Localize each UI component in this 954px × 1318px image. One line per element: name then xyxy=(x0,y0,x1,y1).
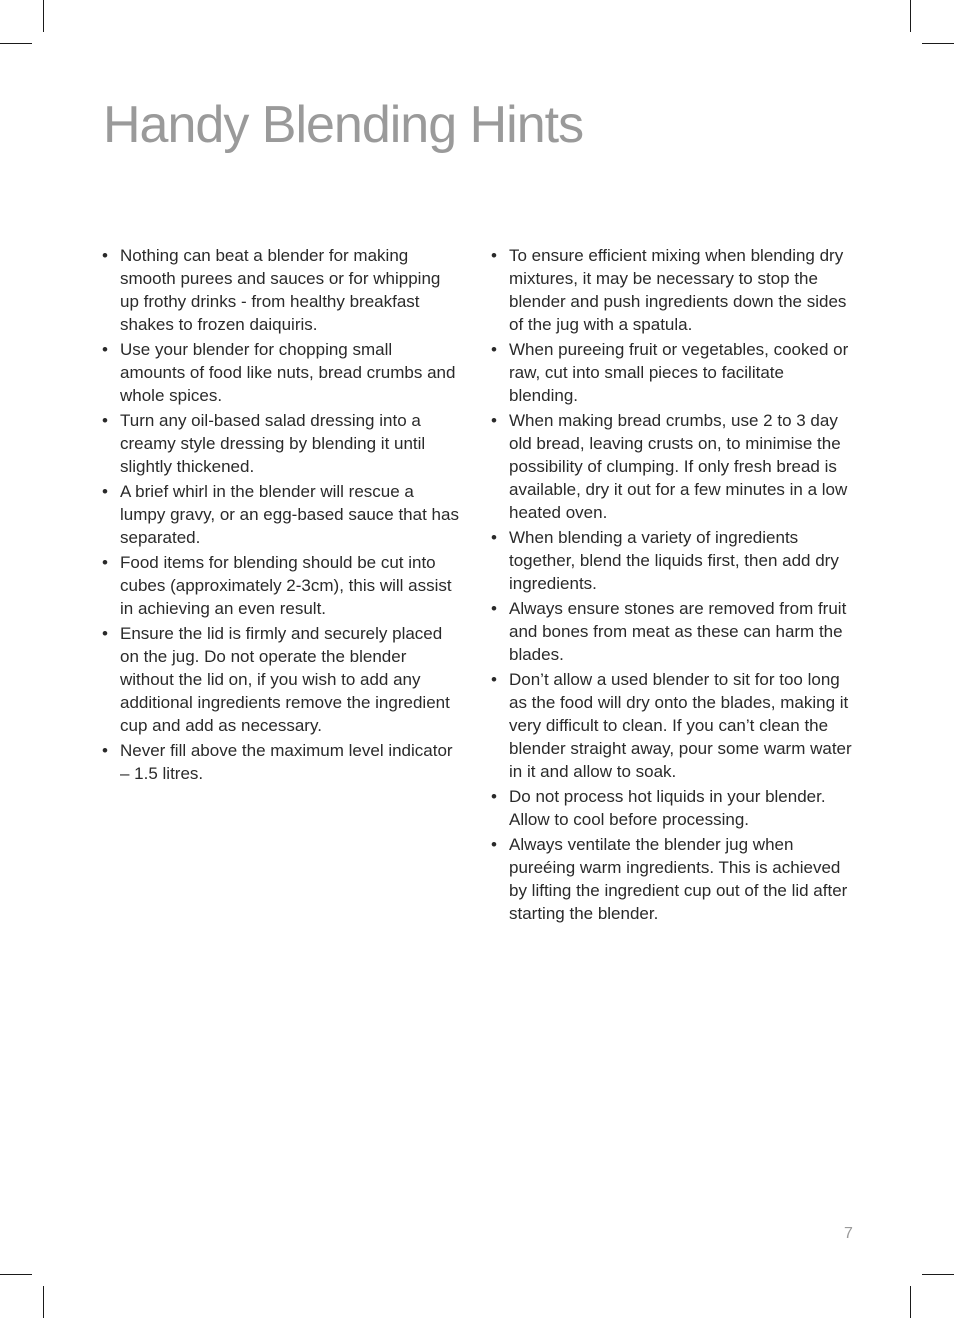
bullet-icon: • xyxy=(102,553,108,572)
hint-item xyxy=(491,668,853,783)
bullet-icon: • xyxy=(102,624,108,643)
crop-mark-top-right-horizontal xyxy=(922,43,954,44)
hint-text: Ensure the lid is firmly and securely placed on the jug. Do not operate the blender without the lid on, if you wish to add any additional ingredients remove the ingredient cup and add as necessary. xyxy=(120,624,450,735)
bullet-icon: • xyxy=(491,787,497,806)
bullet-icon: • xyxy=(491,835,497,854)
bullet-icon: • xyxy=(491,340,497,359)
hints-list-left xyxy=(102,244,462,787)
hint-item xyxy=(102,551,462,620)
hint-item xyxy=(491,597,853,666)
hint-item xyxy=(102,409,462,478)
crop-mark-bottom-left-vertical xyxy=(43,1286,44,1318)
bullet-icon: • xyxy=(491,670,497,689)
hint-text: A brief whirl in the blender will rescue a lumpy gravy, or an egg-based sauce that has separated. xyxy=(120,482,459,547)
hint-text: When making bread crumbs, use 2 to 3 day old bread, leaving crusts on, to minimise the possibility of clumping. If only fresh bread is available, dry it out for a few minutes in a low heated oven. xyxy=(509,411,848,522)
hint-text: When blending a variety of ingredients together, blend the liquids first, then add dry ingredients. xyxy=(509,528,839,593)
bullet-icon: • xyxy=(102,411,108,430)
hint-text: Turn any oil-based salad dressing into a creamy style dressing by blending it until slightly thickened. xyxy=(120,411,426,476)
bullet-icon: • xyxy=(491,411,497,430)
hint-text: Nothing can beat a blender for making smooth purees and sauces or for whipping up frothy drinks - from healthy breakfast shakes to frozen daiquiris. xyxy=(120,246,441,334)
hint-item xyxy=(491,526,853,595)
hint-item xyxy=(102,622,462,737)
page-title: Handy Blending Hints xyxy=(103,96,584,154)
hint-text: Use your blender for chopping small amounts of food like nuts, bread crumbs and whole spices. xyxy=(120,340,456,405)
hint-item xyxy=(102,480,462,549)
hint-item xyxy=(491,244,853,336)
bullet-icon: • xyxy=(491,599,497,618)
crop-mark-bottom-right-horizontal xyxy=(922,1274,954,1275)
crop-mark-top-left-horizontal xyxy=(0,43,32,44)
hint-item xyxy=(102,244,462,336)
hint-text: Do not process hot liquids in your blender. Allow to cool before processing. xyxy=(509,787,826,829)
hint-item xyxy=(102,739,462,785)
hint-item xyxy=(491,785,853,831)
bullet-icon: • xyxy=(491,528,497,547)
hint-item xyxy=(491,833,853,925)
hint-text: Never fill above the maximum level indicator – 1.5 litres. xyxy=(120,741,453,783)
crop-mark-bottom-right-vertical xyxy=(910,1286,911,1318)
crop-mark-bottom-left-horizontal xyxy=(0,1274,32,1275)
hint-text: Always ventilate the blender jug when pureéing warm ingredients. This is achieved by lifting the ingredient cup out of the lid after starting the blender. xyxy=(509,835,848,923)
hint-item xyxy=(102,338,462,407)
crop-mark-top-right-vertical xyxy=(910,0,911,32)
hint-text: Food items for blending should be cut into cubes (approximately 2-3cm), this will assist in achieving an even result. xyxy=(120,553,452,618)
hints-list-right xyxy=(491,244,853,927)
hint-text: Don’t allow a used blender to sit for too long as the food will dry onto the blades, making it very difficult to clean. If you can’t clean the blender straight away, pour some warm water in it and allow to soak. xyxy=(509,670,852,781)
hint-text: When pureeing fruit or vegetables, cooked or raw, cut into small pieces to facilitate blending. xyxy=(509,340,849,405)
bullet-icon: • xyxy=(102,340,108,359)
bullet-icon: • xyxy=(102,482,108,501)
page-number: 7 xyxy=(844,1225,853,1242)
hint-item xyxy=(491,409,853,524)
hint-text: Always ensure stones are removed from fruit and bones from meat as these can harm the blades. xyxy=(509,599,847,664)
bullet-icon: • xyxy=(102,246,108,265)
crop-mark-top-left-vertical xyxy=(43,0,44,32)
bullet-icon: • xyxy=(102,741,108,760)
hint-item xyxy=(491,338,853,407)
bullet-icon: • xyxy=(491,246,497,265)
hint-text: To ensure efficient mixing when blending dry mixtures, it may be necessary to stop the blender and push ingredients down the sides of the jug with a spatula. xyxy=(509,246,847,334)
